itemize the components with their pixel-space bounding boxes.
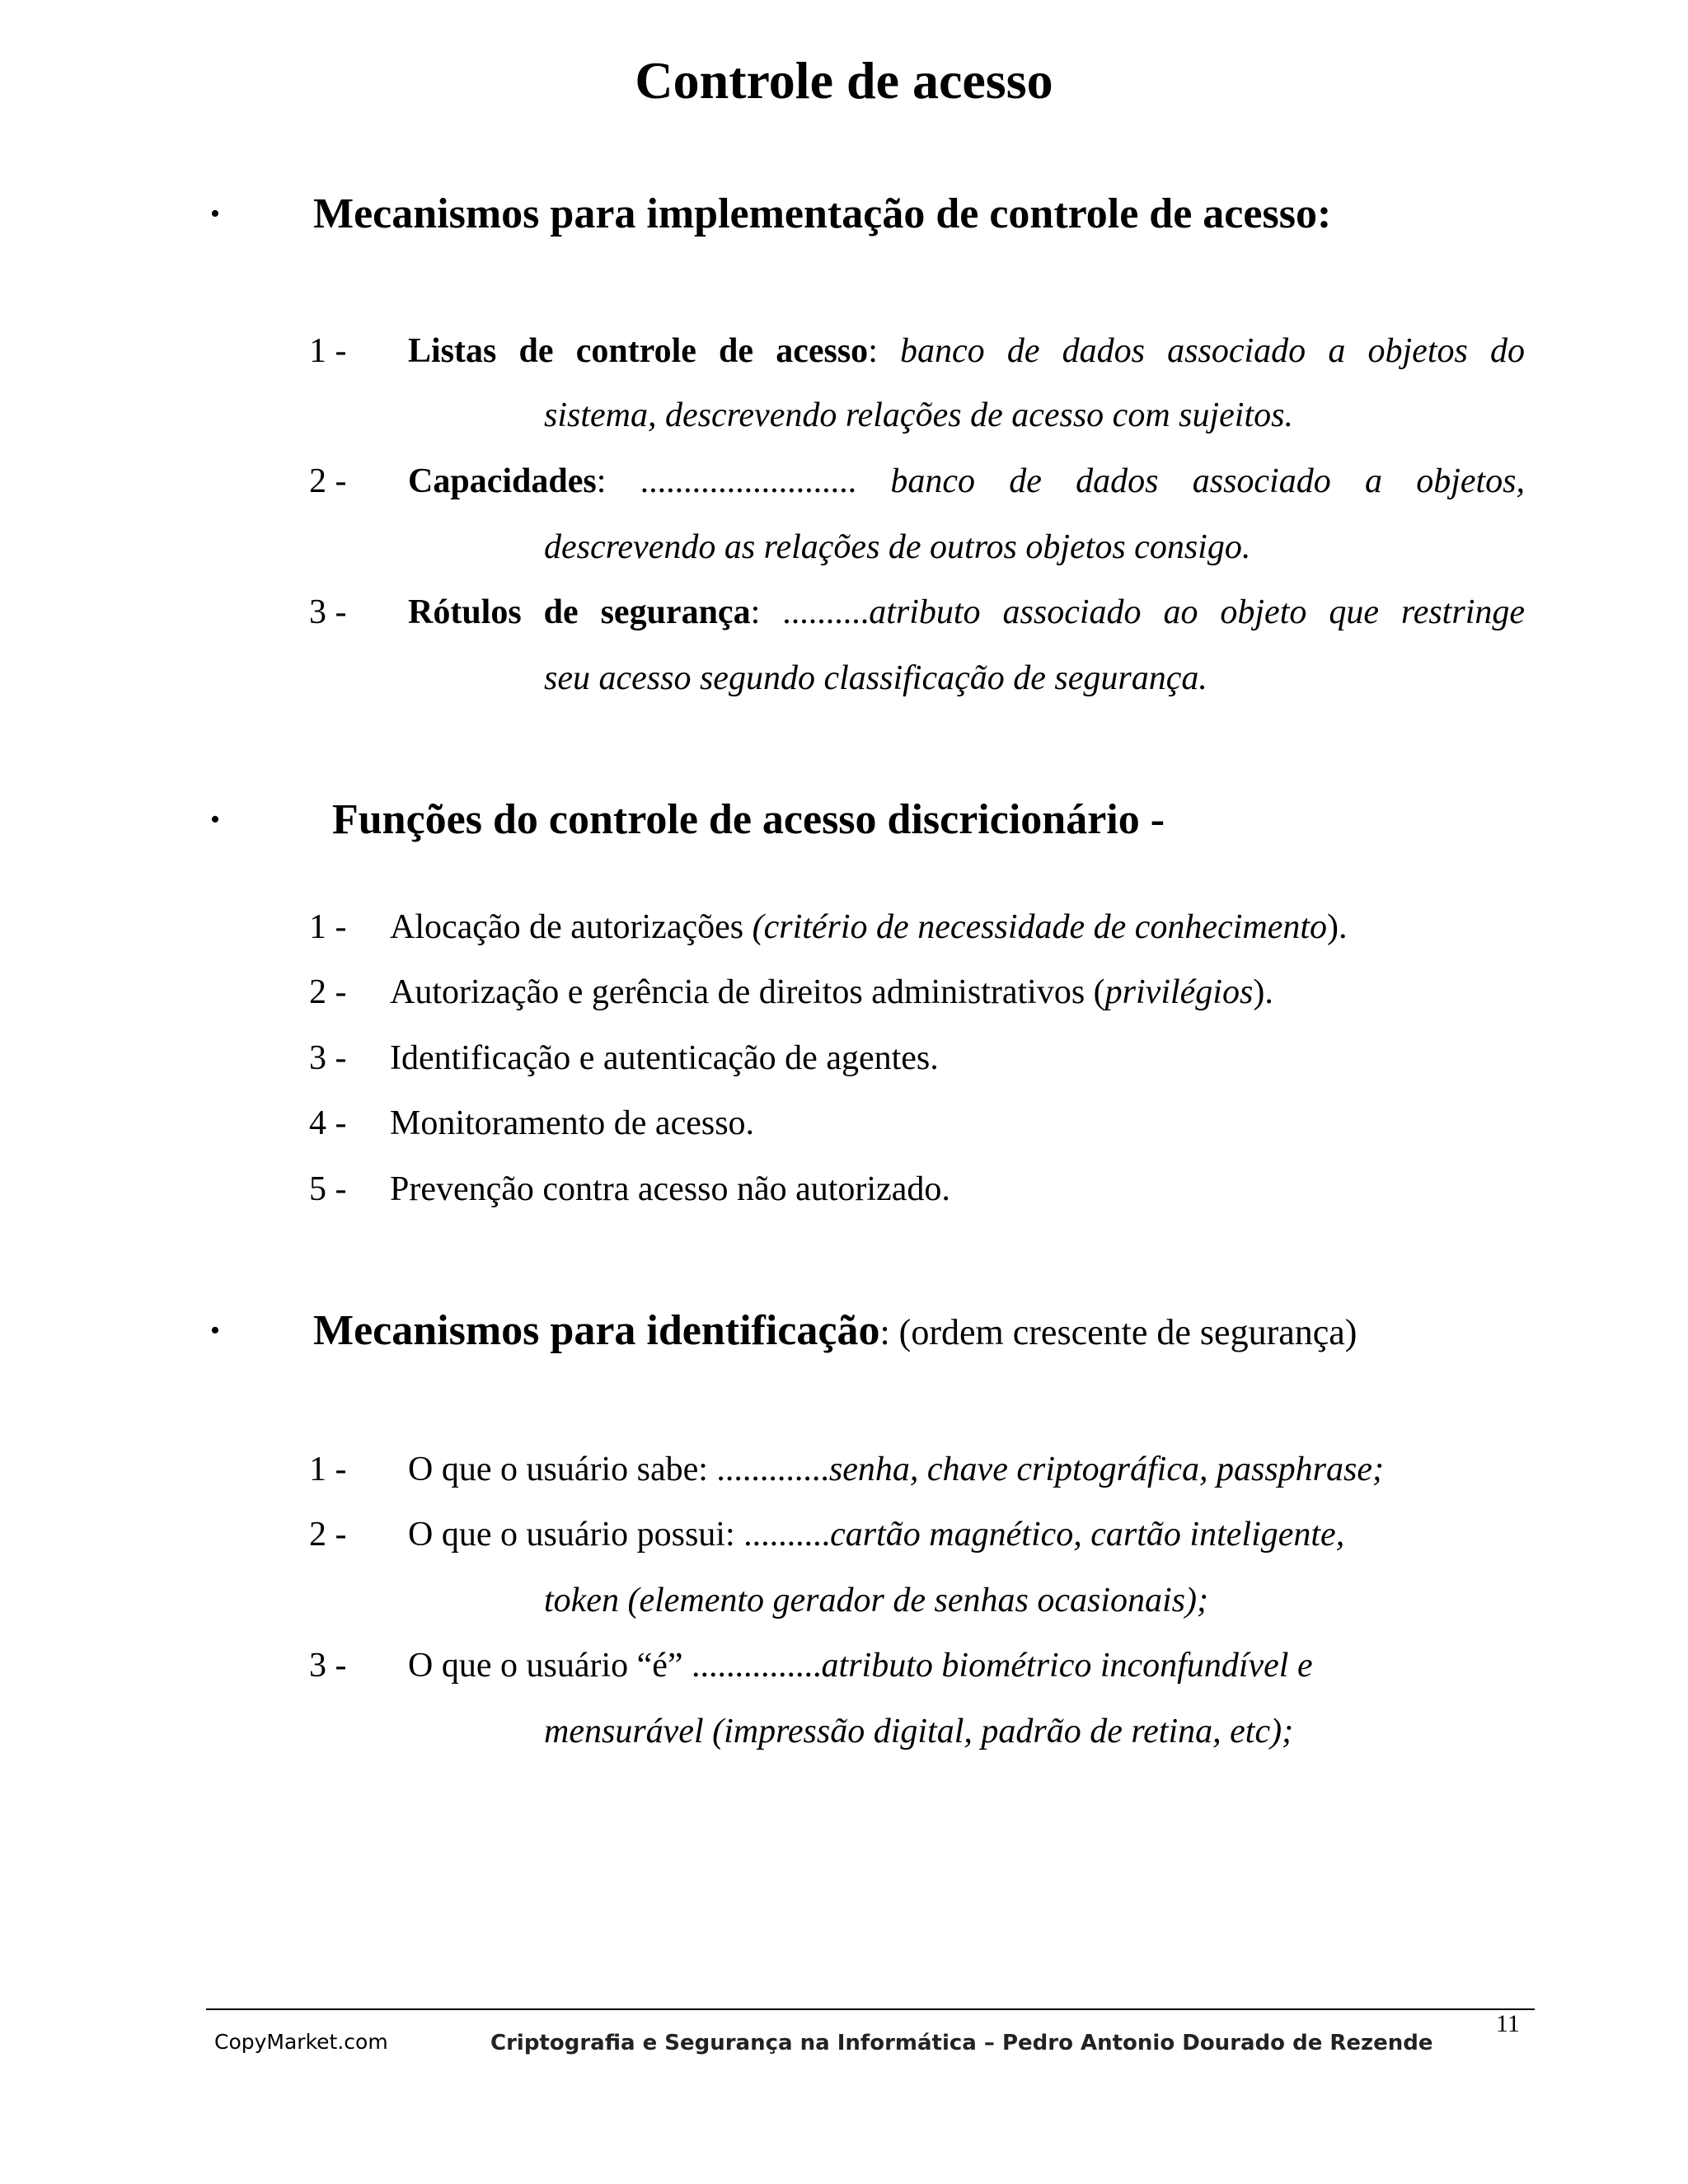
section1-heading: Mecanismos para implementação de controle de acesso: [313, 190, 1332, 237]
section3-item3-desc: atributo biométrico inconfundível e [821, 1647, 1313, 1685]
section3-item2-label: O que o usuário possui: .......... [408, 1516, 831, 1554]
section2-item1-number: 1 - [309, 908, 347, 946]
section3-heading-suffix: : (ordem crescente de segurança) [879, 1312, 1357, 1352]
section1-item3-term: Rótulos de segurança [408, 593, 751, 631]
section1-item1-line2: sistema, descrevendo relações de acesso com sujeitos. [544, 396, 1293, 434]
section1-item3-line2: seu acesso segundo classificação de segurança. [544, 659, 1207, 697]
section1-item2-line1 [408, 458, 1525, 504]
section2-item2-number: 2 - [309, 973, 347, 1011]
section1-item2-separator: : ......................... [596, 462, 857, 500]
section1-item2-line2: descrevendo as relações de outros objetos consigo. [544, 528, 1251, 566]
section3-item3-label: O que o usuário “é” ............... [408, 1647, 822, 1685]
section2-item4: Monitoramento de acesso. [390, 1104, 755, 1142]
section2-item2-text: Autorização e gerência de direitos administrativos ( [390, 973, 1105, 1011]
footer-divider [206, 2008, 1535, 2010]
section3-item3-line1 [408, 1643, 1313, 1689]
page-number: 11 [1496, 2010, 1520, 2037]
section3-item1-line1 [408, 1446, 1384, 1493]
section2-heading: Funções do controle de acesso discricionário - [332, 796, 1165, 843]
section2-item5-number: 5 - [309, 1170, 347, 1208]
section2-item2 [390, 969, 1273, 1015]
section3-heading-text: Mecanismos para identificação [313, 1307, 880, 1354]
section2-item1-tail: ). [1327, 908, 1348, 946]
section3-item1-number: 1 - [309, 1451, 347, 1488]
section1-item1-number: 1 - [309, 332, 347, 370]
section1-item1-separator: : [868, 332, 878, 370]
section3-item2-line1 [408, 1511, 1344, 1558]
page-title: Controle de acesso [635, 51, 1053, 110]
section1-item2-term: Capacidades [408, 462, 597, 500]
section3-heading [313, 1306, 1357, 1357]
section2-item4-number: 4 - [309, 1104, 347, 1142]
section2-item2-tail: ). [1253, 973, 1273, 1011]
section2-item3: Identificação e autenticação de agentes. [390, 1039, 939, 1077]
section2-item2-italic: privilégios [1104, 973, 1254, 1011]
bullet-icon: • [210, 1315, 220, 1346]
section1-item2-desc: banco de dados associado a objetos, [890, 462, 1526, 500]
section2-item1 [390, 904, 1348, 950]
section2-item3-number: 3 - [309, 1039, 347, 1077]
section1-item3-line1 [408, 589, 1525, 635]
section1-item3-number: 3 - [309, 593, 347, 631]
section3-item2-line2: token (elemento gerador de senhas ocasionais); [544, 1582, 1208, 1619]
section3-item2-number: 2 - [309, 1516, 347, 1554]
bullet-icon: • [210, 199, 220, 229]
section3-item1-label: O que o usuário sabe: ............. [408, 1451, 829, 1488]
section3-item2-desc: cartão magnético, cartão inteligente, [830, 1516, 1345, 1554]
section2-item5: Prevenção contra acesso não autorizado. [390, 1170, 950, 1208]
section1-item3-desc: atributo associado ao objeto que restringe [869, 593, 1525, 631]
footer-book-title: Criptografia e Segurança na Informática – Pedro Antonio Dourado de Rezende [490, 2031, 1433, 2055]
section1-item2-number: 2 - [309, 462, 347, 500]
section3-item3-line2: mensurável (impressão digital, padrão de retina, etc); [544, 1713, 1294, 1750]
section1-item3-separator: : .......... [750, 593, 870, 631]
section1-item1-term: Listas de controle de acesso [408, 332, 869, 370]
section2-item1-italic: (critério de necessidade de conhecimento [752, 908, 1328, 946]
section1-item1-desc: banco de dados associado a objetos do [900, 332, 1525, 370]
section2-item1-text: Alocação de autorizações [390, 908, 753, 946]
bullet-icon: • [210, 804, 220, 835]
section1-item1-line1 [408, 328, 1525, 374]
section3-item1-desc: senha, chave criptográfica, passphrase; [828, 1451, 1384, 1488]
section3-item3-number: 3 - [309, 1647, 347, 1685]
footer-site: CopyMarket.com [214, 2030, 388, 2054]
